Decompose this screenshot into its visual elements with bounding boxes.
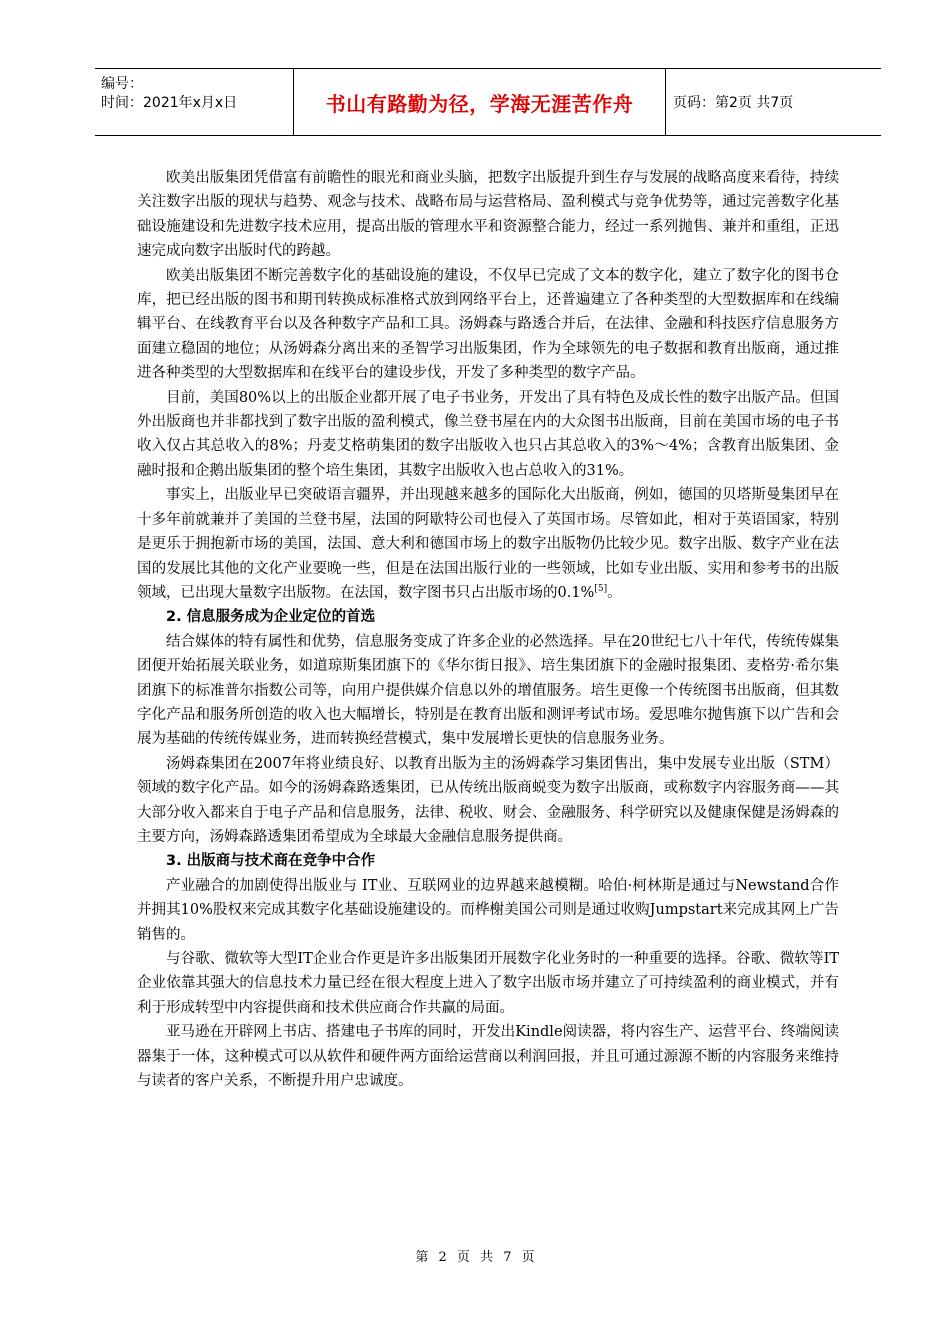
document-time-label: 时间：2021年x月x日 xyxy=(101,95,238,111)
document-body xyxy=(137,166,839,1093)
section-heading: 2. 信息服务成为企业定位的首选 xyxy=(166,609,376,626)
page-footer: 第 2 页 共 7 页 xyxy=(415,1250,535,1265)
paragraph: 与谷歌、微软等大型IT企业合作更是许多出版集团开展数字化业务时的一种重要的选择。谷歌、微软等IT企业依靠其强大的信息技术力量已经在很大程度上进入了数字出版市场并建立了可持续盈利的商业模式，并有利于形成转型中内容提供商和技术供应商合作共赢的局面。 xyxy=(137,951,839,1016)
paragraph: 结合媒体的特有属性和优势，信息服务变成了许多企业的必然选择。早在20世纪七八十年代，传统传媒集团便开始拓展关联业务，如道琼斯集团旗下的《华尔街日报》、培生集团旗下的金融时报集团、麦格劳·希尔集团旗下的标准普尔指数公司等，向用户提供媒介信息以外的增值服务。培生更像一个传统图书出版商，但其数字化产品和服务所创造的收入也大幅增长，特别是在教育出版和测评考试市场。爱思唯尔抛售旗下以广告和会展为基础的传统传媒业务，进而转换经营模式，集中发展增长更快的信息服务业务。 xyxy=(137,633,839,748)
header-meta xyxy=(95,69,293,135)
paragraph: 欧美出版集团凭借富有前瞻性的眼光和商业头脑，把数字出版提升到生存与发展的战略高度来看待，持续关注数字出版的现状与趋势、观念与技术、战略布局与运营格局、盈利模式与竞争优势等，通过完善数字化基础设施建设和先进数字技术应用，提高出版的管理水平和资源整合能力，经过一系列抛售、兼并和重组，正迅速完成向数字出版时代的跨越。 xyxy=(137,170,839,260)
page-header xyxy=(95,68,881,136)
section-heading: 3. 出版商与技术商在竞争中合作 xyxy=(166,853,376,870)
citation-reference: [5] xyxy=(594,584,608,595)
header-motto: 书山有路勤为径，学海无涯苦作舟 xyxy=(325,91,634,116)
paragraph-text-end: 。 xyxy=(607,584,622,601)
paragraph: 产业融合的加剧使得出版业与 IT业、互联网业的边界越来越模糊。哈伯·柯林斯是通过与Newstand合作并拥其10%股权来完成其数字化基础设施建设的。而桦榭美国公司则是通过收购Jumpstart来完成其网上广告销售的。 xyxy=(137,877,839,943)
header-motto-cell xyxy=(293,69,666,135)
paragraph: 目前，美国80%以上的出版企业都开展了电子书业务，开发出了具有特色及成长性的数字出版产品。但国外出版商也并非都找到了数字出版的盈利模式，像兰登书屋在内的大众图书出版商，目前在美国市场的电子书收入仅占其总收入的8%；丹麦艾格萌集团的数字出版收入也只占其总收入的3%～4%；含教育出版集团、金融时报和企鹅出版集团的整个培生集团，其数字出版收入也占总收入的31%。 xyxy=(137,389,839,479)
paragraph: 亚马逊在开辟网上书店、搭建电子书库的同时，开发出Kindle阅读器，将内容生产、运营平台、终端阅读器集于一体，这种模式可以从软件和硬件两方面给运营商以利润回报，并且可通过源源不断的内容服务来维持与读者的客户关系，不断提升用户忠诚度。 xyxy=(137,1024,839,1090)
paragraph-text: 事实上，出版业早已突破语言疆界，并出现越来越多的国际化大出版商，例如，德国的贝塔斯曼集团早在十多年前就兼并了美国的兰登书屋，法国的阿歇特公司也侵入了英国市场。尽管如此，相对于英语国家，特别是更乐于拥抱新市场的美国，法国、意大利和德国市场上的数字出版物仍比较少见。数字出版、数字产业在法国的发展比其他的文化产业要晚一些，但是在法国出版行业的一些领域，比如专业出版、实用和参考书的出版领域，已出现大量数字出版物。在法国，数字图书只占出版市场的0.1% xyxy=(137,487,839,601)
paragraph: 汤姆森集团在2007年将业绩良好、以教育出版为主的汤姆森学习集团售出，集中发展专业出版（STM）领域的数字化产品。如今的汤姆森路透集团，已从传统出版商蜕变为数字出版商，或称数字内容服务商——其大部分收入都来自于电子产品和信息服务，法律、税收、财会、金融服务、科学研究以及健康保健是汤姆森的主要方向，汤姆森路透集团希望成为全球最大金融信息服务提供商。 xyxy=(137,755,839,845)
document-code-label: 编号： xyxy=(101,76,143,92)
paragraph xyxy=(137,483,839,605)
header-page-label: 页码：第2页 共7页 xyxy=(673,95,794,111)
paragraph: 欧美出版集团不断完善数字化的基础设施的建设，不仅早已完成了文本的数字化，建立了数字化的图书仓库，把已经出版的图书和期刊转换成标准格式放到网络平台上，还普遍建立了各种类型的大型数据库和在线编辑平台、在线教育平台以及各种数字产品和工具。汤姆森与路透合并后，在法律、金融和科技医疗信息服务方面建立稳固的地位；从汤姆森分离出来的圣智学习出版集团，作为全球领先的电子数据和教育出版商，通过推进各种类型的大型数据库和在线平台的建设步伐，开发了多种类型的数字产品。 xyxy=(137,267,839,382)
